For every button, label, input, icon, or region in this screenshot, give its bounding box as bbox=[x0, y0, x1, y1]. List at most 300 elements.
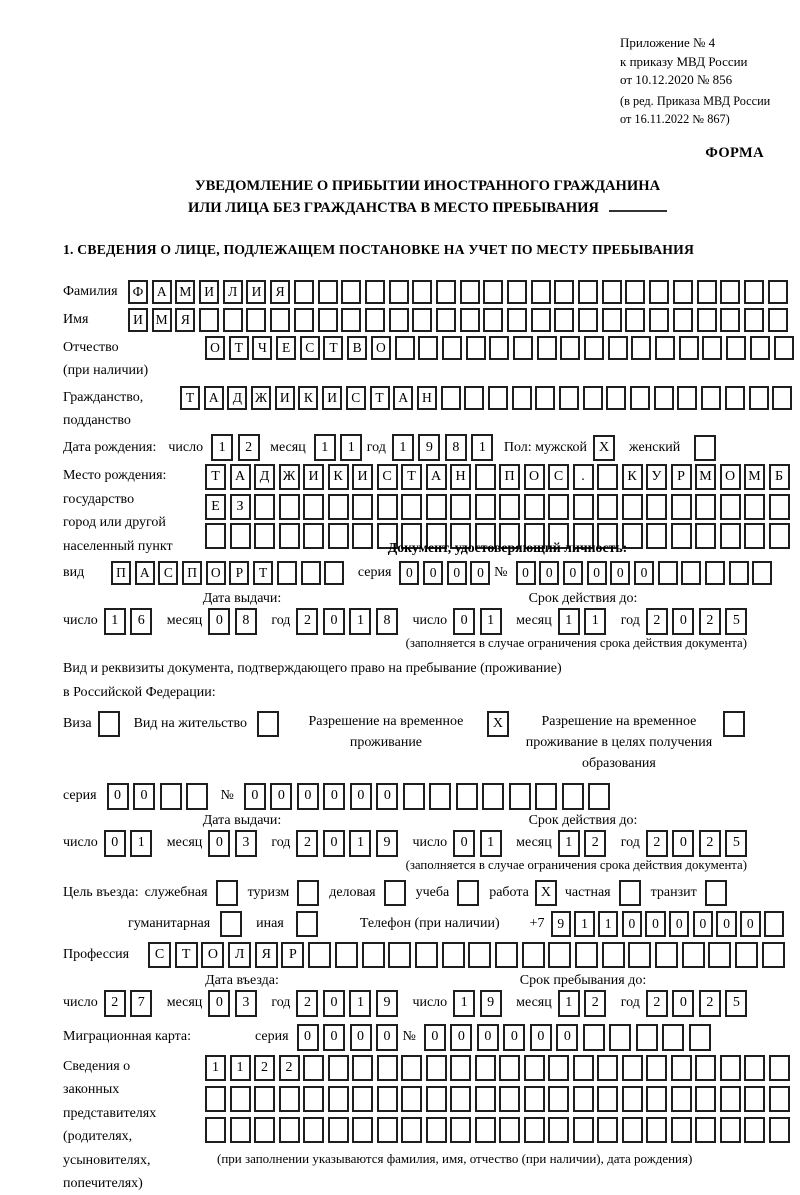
char-box[interactable]: Ж bbox=[279, 464, 300, 490]
char-box[interactable]: Т bbox=[180, 386, 200, 410]
char-box[interactable]: 0 bbox=[477, 1024, 499, 1051]
char-box[interactable]: Т bbox=[229, 336, 249, 360]
char-box[interactable] bbox=[475, 464, 496, 490]
char-box[interactable]: 0 bbox=[610, 561, 630, 585]
char-box[interactable]: 8 bbox=[376, 608, 398, 635]
char-box[interactable] bbox=[328, 1055, 349, 1081]
char-box[interactable] bbox=[328, 494, 349, 520]
char-box[interactable]: Д bbox=[254, 464, 275, 490]
char-box[interactable] bbox=[457, 880, 479, 906]
char-box[interactable]: З bbox=[230, 494, 251, 520]
char-box[interactable]: 8 bbox=[445, 434, 467, 461]
char-box[interactable]: А bbox=[230, 464, 251, 490]
char-box[interactable]: О bbox=[205, 336, 225, 360]
char-box[interactable] bbox=[705, 561, 725, 585]
char-box[interactable] bbox=[608, 336, 628, 360]
char-box[interactable] bbox=[507, 280, 527, 304]
char-box[interactable] bbox=[583, 1024, 605, 1051]
char-box[interactable] bbox=[98, 711, 120, 737]
char-box[interactable]: М bbox=[152, 308, 172, 332]
char-box[interactable] bbox=[524, 1055, 545, 1081]
char-box[interactable]: Т bbox=[253, 561, 273, 585]
char-box[interactable] bbox=[246, 308, 266, 332]
char-box[interactable]: О bbox=[201, 942, 224, 968]
char-box[interactable] bbox=[223, 308, 243, 332]
char-box[interactable]: 8 bbox=[235, 608, 257, 635]
char-box[interactable] bbox=[254, 523, 275, 549]
char-box[interactable]: С bbox=[158, 561, 178, 585]
char-box[interactable]: Я bbox=[255, 942, 278, 968]
char-box[interactable] bbox=[695, 523, 716, 549]
char-box[interactable] bbox=[160, 783, 182, 810]
char-box[interactable]: Ф bbox=[128, 280, 148, 304]
char-box[interactable] bbox=[475, 1086, 496, 1112]
char-box[interactable]: О bbox=[524, 464, 545, 490]
char-box[interactable]: 5 bbox=[725, 990, 747, 1017]
char-box[interactable]: О bbox=[206, 561, 226, 585]
char-box[interactable] bbox=[377, 1117, 398, 1143]
char-box[interactable] bbox=[768, 308, 788, 332]
char-box[interactable] bbox=[377, 1055, 398, 1081]
char-box[interactable]: 1 bbox=[480, 608, 502, 635]
char-box[interactable] bbox=[230, 1086, 251, 1112]
char-box[interactable]: 0 bbox=[645, 911, 666, 937]
char-box[interactable] bbox=[426, 1117, 447, 1143]
char-box[interactable]: 1 bbox=[558, 990, 580, 1017]
char-box[interactable] bbox=[230, 1117, 251, 1143]
char-box[interactable] bbox=[377, 1086, 398, 1112]
char-box[interactable] bbox=[662, 1024, 684, 1051]
char-box[interactable] bbox=[708, 942, 731, 968]
char-box[interactable] bbox=[403, 783, 425, 810]
char-box[interactable]: X bbox=[487, 711, 509, 737]
char-box[interactable]: 1 bbox=[480, 830, 502, 857]
char-box[interactable] bbox=[318, 308, 338, 332]
char-box[interactable]: 5 bbox=[725, 830, 747, 857]
rvp-education-checkbox[interactable] bbox=[723, 711, 745, 737]
char-box[interactable] bbox=[499, 1086, 520, 1112]
char-box[interactable]: Я bbox=[175, 308, 195, 332]
char-box[interactable]: И bbox=[128, 308, 148, 332]
char-box[interactable] bbox=[483, 308, 503, 332]
char-box[interactable] bbox=[220, 911, 242, 937]
char-box[interactable] bbox=[769, 1086, 790, 1112]
char-box[interactable]: 1 bbox=[558, 608, 580, 635]
char-box[interactable] bbox=[341, 308, 361, 332]
char-box[interactable] bbox=[750, 336, 770, 360]
char-box[interactable] bbox=[460, 280, 480, 304]
char-box[interactable] bbox=[646, 1055, 667, 1081]
char-box[interactable] bbox=[723, 711, 745, 737]
char-box[interactable]: 1 bbox=[230, 1055, 251, 1081]
char-box[interactable] bbox=[548, 1117, 569, 1143]
char-box[interactable] bbox=[230, 523, 251, 549]
sex-male-checkbox[interactable] bbox=[593, 435, 615, 461]
char-box[interactable] bbox=[774, 336, 794, 360]
char-box[interactable]: 0 bbox=[107, 783, 129, 810]
char-box[interactable] bbox=[673, 280, 693, 304]
char-box[interactable] bbox=[720, 308, 740, 332]
char-box[interactable]: 0 bbox=[563, 561, 583, 585]
char-box[interactable] bbox=[415, 942, 438, 968]
char-box[interactable] bbox=[575, 942, 598, 968]
char-box[interactable] bbox=[352, 494, 373, 520]
char-box[interactable] bbox=[597, 1117, 618, 1143]
char-box[interactable] bbox=[769, 1055, 790, 1081]
char-box[interactable] bbox=[388, 942, 411, 968]
char-box[interactable]: 0 bbox=[376, 1024, 398, 1051]
char-box[interactable]: Т bbox=[175, 942, 198, 968]
char-box[interactable]: 0 bbox=[716, 911, 737, 937]
char-box[interactable] bbox=[294, 308, 314, 332]
char-box[interactable]: 3 bbox=[235, 830, 257, 857]
char-box[interactable] bbox=[655, 942, 678, 968]
char-box[interactable] bbox=[318, 280, 338, 304]
char-box[interactable] bbox=[606, 386, 626, 410]
char-box[interactable] bbox=[513, 336, 533, 360]
char-box[interactable]: 2 bbox=[646, 608, 668, 635]
char-box[interactable] bbox=[597, 1055, 618, 1081]
char-box[interactable] bbox=[303, 1055, 324, 1081]
char-box[interactable]: 0 bbox=[399, 561, 419, 585]
char-box[interactable] bbox=[548, 942, 571, 968]
char-box[interactable] bbox=[597, 1086, 618, 1112]
char-box[interactable]: И bbox=[199, 280, 219, 304]
char-box[interactable] bbox=[297, 880, 319, 906]
char-box[interactable] bbox=[328, 1086, 349, 1112]
char-box[interactable] bbox=[602, 308, 622, 332]
char-box[interactable]: С bbox=[548, 464, 569, 490]
char-box[interactable]: 2 bbox=[296, 830, 318, 857]
char-box[interactable] bbox=[475, 1055, 496, 1081]
purpose-transit-checkbox[interactable] bbox=[705, 880, 727, 906]
char-box[interactable]: 0 bbox=[530, 1024, 552, 1051]
char-box[interactable] bbox=[460, 308, 480, 332]
char-box[interactable] bbox=[679, 336, 699, 360]
char-box[interactable] bbox=[705, 880, 727, 906]
char-box[interactable] bbox=[216, 880, 238, 906]
char-box[interactable] bbox=[277, 561, 297, 585]
visa-checkbox[interactable] bbox=[98, 711, 120, 737]
char-box[interactable]: 0 bbox=[672, 830, 694, 857]
char-box[interactable] bbox=[720, 523, 741, 549]
char-box[interactable] bbox=[468, 942, 491, 968]
char-box[interactable] bbox=[257, 711, 279, 737]
char-box[interactable]: 0 bbox=[104, 830, 126, 857]
char-box[interactable] bbox=[499, 1055, 520, 1081]
char-box[interactable] bbox=[695, 1086, 716, 1112]
purpose-work-checkbox[interactable] bbox=[535, 880, 557, 906]
char-box[interactable] bbox=[531, 308, 551, 332]
char-box[interactable] bbox=[436, 280, 456, 304]
char-box[interactable] bbox=[535, 783, 557, 810]
char-box[interactable] bbox=[744, 280, 764, 304]
char-box[interactable] bbox=[628, 942, 651, 968]
char-box[interactable] bbox=[622, 1117, 643, 1143]
char-box[interactable]: 2 bbox=[254, 1055, 275, 1081]
char-box[interactable]: С bbox=[148, 942, 171, 968]
char-box[interactable] bbox=[588, 783, 610, 810]
char-box[interactable] bbox=[764, 911, 785, 937]
char-box[interactable] bbox=[401, 1055, 422, 1081]
char-box[interactable]: 0 bbox=[669, 911, 690, 937]
char-box[interactable]: 2 bbox=[646, 990, 668, 1017]
char-box[interactable]: А bbox=[426, 464, 447, 490]
char-box[interactable]: 0 bbox=[453, 608, 475, 635]
char-box[interactable]: С bbox=[300, 336, 320, 360]
char-box[interactable] bbox=[725, 386, 745, 410]
char-box[interactable] bbox=[729, 561, 749, 585]
char-box[interactable] bbox=[489, 336, 509, 360]
char-box[interactable] bbox=[426, 1055, 447, 1081]
char-box[interactable] bbox=[475, 494, 496, 520]
purpose-private-checkbox[interactable] bbox=[619, 880, 641, 906]
char-box[interactable] bbox=[442, 942, 465, 968]
char-box[interactable] bbox=[744, 308, 764, 332]
char-box[interactable] bbox=[583, 386, 603, 410]
char-box[interactable]: 1 bbox=[205, 1055, 226, 1081]
char-box[interactable] bbox=[254, 1086, 275, 1112]
char-box[interactable] bbox=[646, 523, 667, 549]
char-box[interactable]: Ж bbox=[251, 386, 271, 410]
char-box[interactable]: Н bbox=[417, 386, 437, 410]
char-box[interactable] bbox=[701, 386, 721, 410]
char-box[interactable]: 0 bbox=[350, 783, 372, 810]
char-box[interactable] bbox=[649, 280, 669, 304]
sex-female-checkbox[interactable] bbox=[694, 435, 716, 461]
char-box[interactable]: О bbox=[720, 464, 741, 490]
char-box[interactable] bbox=[412, 308, 432, 332]
char-box[interactable] bbox=[625, 308, 645, 332]
char-box[interactable]: А bbox=[393, 386, 413, 410]
char-box[interactable] bbox=[418, 336, 438, 360]
char-box[interactable] bbox=[631, 336, 651, 360]
char-box[interactable] bbox=[697, 308, 717, 332]
char-box[interactable]: Т bbox=[401, 464, 422, 490]
char-box[interactable] bbox=[562, 783, 584, 810]
char-box[interactable]: 1 bbox=[558, 830, 580, 857]
char-box[interactable] bbox=[697, 280, 717, 304]
char-box[interactable]: 0 bbox=[323, 830, 345, 857]
char-box[interactable] bbox=[279, 1086, 300, 1112]
char-box[interactable] bbox=[769, 494, 790, 520]
char-box[interactable] bbox=[441, 386, 461, 410]
char-box[interactable]: 0 bbox=[453, 830, 475, 857]
char-box[interactable] bbox=[671, 494, 692, 520]
char-box[interactable]: 2 bbox=[279, 1055, 300, 1081]
char-box[interactable]: 0 bbox=[350, 1024, 372, 1051]
char-box[interactable]: 0 bbox=[672, 608, 694, 635]
char-box[interactable] bbox=[658, 561, 678, 585]
char-box[interactable]: Н bbox=[450, 464, 471, 490]
char-box[interactable]: 0 bbox=[297, 783, 319, 810]
purpose-other-checkbox[interactable] bbox=[296, 911, 318, 937]
purpose-official-checkbox[interactable] bbox=[216, 880, 238, 906]
char-box[interactable] bbox=[625, 280, 645, 304]
char-box[interactable] bbox=[186, 783, 208, 810]
char-box[interactable]: М bbox=[744, 464, 765, 490]
char-box[interactable] bbox=[429, 783, 451, 810]
char-box[interactable]: М bbox=[175, 280, 195, 304]
char-box[interactable] bbox=[464, 386, 484, 410]
char-box[interactable] bbox=[744, 523, 765, 549]
char-box[interactable] bbox=[646, 1117, 667, 1143]
char-box[interactable] bbox=[296, 911, 318, 937]
char-box[interactable]: 0 bbox=[424, 1024, 446, 1051]
char-box[interactable] bbox=[483, 280, 503, 304]
char-box[interactable]: И bbox=[303, 464, 324, 490]
char-box[interactable] bbox=[450, 1117, 471, 1143]
char-box[interactable] bbox=[475, 1117, 496, 1143]
char-box[interactable] bbox=[702, 336, 722, 360]
char-box[interactable]: И bbox=[322, 386, 342, 410]
char-box[interactable]: 1 bbox=[211, 434, 233, 461]
char-box[interactable]: 3 bbox=[235, 990, 257, 1017]
char-box[interactable]: 0 bbox=[587, 561, 607, 585]
char-box[interactable] bbox=[401, 494, 422, 520]
char-box[interactable]: 9 bbox=[480, 990, 502, 1017]
char-box[interactable] bbox=[499, 494, 520, 520]
char-box[interactable]: 1 bbox=[392, 434, 414, 461]
char-box[interactable] bbox=[365, 308, 385, 332]
char-box[interactable] bbox=[535, 386, 555, 410]
char-box[interactable]: Б bbox=[769, 464, 790, 490]
char-box[interactable] bbox=[762, 942, 785, 968]
char-box[interactable] bbox=[630, 386, 650, 410]
char-box[interactable] bbox=[426, 494, 447, 520]
char-box[interactable] bbox=[303, 523, 324, 549]
char-box[interactable] bbox=[560, 336, 580, 360]
char-box[interactable] bbox=[495, 942, 518, 968]
char-box[interactable] bbox=[646, 494, 667, 520]
char-box[interactable] bbox=[456, 783, 478, 810]
char-box[interactable] bbox=[531, 280, 551, 304]
char-box[interactable]: 0 bbox=[470, 561, 490, 585]
char-box[interactable] bbox=[622, 1055, 643, 1081]
char-box[interactable] bbox=[602, 280, 622, 304]
char-box[interactable] bbox=[726, 336, 746, 360]
char-box[interactable] bbox=[303, 1086, 324, 1112]
char-box[interactable] bbox=[294, 280, 314, 304]
char-box[interactable]: 0 bbox=[323, 783, 345, 810]
char-box[interactable]: 0 bbox=[297, 1024, 319, 1051]
char-box[interactable] bbox=[303, 494, 324, 520]
char-box[interactable]: Е bbox=[276, 336, 296, 360]
char-box[interactable]: 1 bbox=[574, 911, 595, 937]
char-box[interactable]: 9 bbox=[551, 911, 572, 937]
char-box[interactable] bbox=[466, 336, 486, 360]
char-box[interactable] bbox=[769, 523, 790, 549]
char-box[interactable]: 2 bbox=[296, 608, 318, 635]
char-box[interactable] bbox=[671, 1055, 692, 1081]
char-box[interactable] bbox=[622, 1086, 643, 1112]
char-box[interactable] bbox=[622, 494, 643, 520]
char-box[interactable] bbox=[602, 942, 625, 968]
char-box[interactable] bbox=[720, 280, 740, 304]
char-box[interactable]: О bbox=[371, 336, 391, 360]
char-box[interactable] bbox=[609, 1024, 631, 1051]
char-box[interactable]: П bbox=[111, 561, 131, 585]
char-box[interactable] bbox=[401, 1117, 422, 1143]
char-box[interactable]: 2 bbox=[646, 830, 668, 857]
blank-line[interactable] bbox=[609, 210, 667, 212]
char-box[interactable] bbox=[548, 1055, 569, 1081]
char-box[interactable] bbox=[335, 942, 358, 968]
char-box[interactable] bbox=[655, 336, 675, 360]
char-box[interactable] bbox=[749, 386, 769, 410]
char-box[interactable] bbox=[279, 523, 300, 549]
char-box[interactable]: С bbox=[377, 464, 398, 490]
char-box[interactable] bbox=[559, 386, 579, 410]
char-box[interactable] bbox=[573, 494, 594, 520]
char-box[interactable] bbox=[352, 1086, 373, 1112]
char-box[interactable] bbox=[744, 1086, 765, 1112]
char-box[interactable] bbox=[744, 1055, 765, 1081]
rvp-checkbox[interactable] bbox=[487, 711, 509, 737]
char-box[interactable] bbox=[548, 494, 569, 520]
char-box[interactable] bbox=[720, 494, 741, 520]
purpose-business-checkbox[interactable] bbox=[384, 880, 406, 906]
char-box[interactable]: 1 bbox=[349, 830, 371, 857]
char-box[interactable] bbox=[671, 523, 692, 549]
char-box[interactable]: 0 bbox=[208, 608, 230, 635]
char-box[interactable]: К bbox=[298, 386, 318, 410]
char-box[interactable] bbox=[584, 336, 604, 360]
char-box[interactable] bbox=[389, 280, 409, 304]
char-box[interactable]: 0 bbox=[622, 911, 643, 937]
char-box[interactable]: 2 bbox=[699, 990, 721, 1017]
char-box[interactable] bbox=[303, 1117, 324, 1143]
char-box[interactable]: П bbox=[499, 464, 520, 490]
char-box[interactable]: 2 bbox=[104, 990, 126, 1017]
char-box[interactable] bbox=[597, 494, 618, 520]
char-box[interactable] bbox=[352, 1117, 373, 1143]
char-box[interactable] bbox=[199, 308, 219, 332]
char-box[interactable]: 1 bbox=[314, 434, 336, 461]
purpose-study-checkbox[interactable] bbox=[457, 880, 479, 906]
char-box[interactable] bbox=[308, 942, 331, 968]
char-box[interactable] bbox=[720, 1117, 741, 1143]
char-box[interactable]: 0 bbox=[208, 990, 230, 1017]
char-box[interactable] bbox=[744, 1117, 765, 1143]
char-box[interactable]: Ч bbox=[252, 336, 272, 360]
char-box[interactable] bbox=[205, 1086, 226, 1112]
char-box[interactable] bbox=[720, 1086, 741, 1112]
char-box[interactable] bbox=[450, 1086, 471, 1112]
char-box[interactable]: И bbox=[352, 464, 373, 490]
char-box[interactable]: Е bbox=[205, 494, 226, 520]
char-box[interactable] bbox=[426, 1086, 447, 1112]
char-box[interactable]: Т bbox=[370, 386, 390, 410]
char-box[interactable]: 0 bbox=[672, 990, 694, 1017]
char-box[interactable]: А bbox=[152, 280, 172, 304]
char-box[interactable]: Л bbox=[223, 280, 243, 304]
char-box[interactable]: К bbox=[328, 464, 349, 490]
char-box[interactable] bbox=[649, 308, 669, 332]
char-box[interactable]: И bbox=[275, 386, 295, 410]
char-box[interactable]: 0 bbox=[423, 561, 443, 585]
char-box[interactable] bbox=[573, 1117, 594, 1143]
char-box[interactable] bbox=[254, 494, 275, 520]
char-box[interactable]: 1 bbox=[104, 608, 126, 635]
char-box[interactable]: 2 bbox=[238, 434, 260, 461]
char-box[interactable] bbox=[499, 1117, 520, 1143]
char-box[interactable]: 0 bbox=[556, 1024, 578, 1051]
char-box[interactable] bbox=[573, 1055, 594, 1081]
char-box[interactable]: 1 bbox=[349, 990, 371, 1017]
char-box[interactable] bbox=[573, 1086, 594, 1112]
char-box[interactable]: 9 bbox=[376, 990, 398, 1017]
